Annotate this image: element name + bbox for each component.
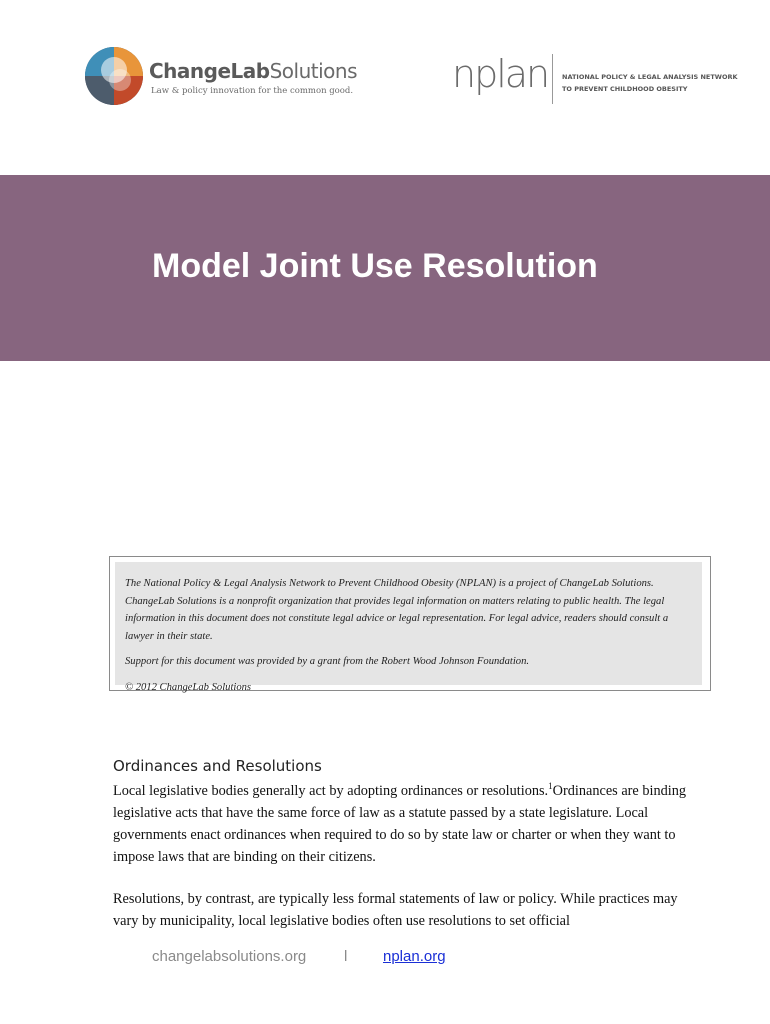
disclaimer-text: The National Policy & Legal Analysis Network to Prevent Childhood Obesity (NPLAN) is a project of ChangeLab Solutions. ChangeLab Solutions is a nonprofit organization that provides legal information on matters relating to public health. The legal information in this document does not constitute legal advice or legal representation. For legal advice, readers should consult a lawyer in their state. [125, 578, 669, 642]
nplan-wordmark: nplan [452, 52, 549, 96]
paragraph-text-b: Ordinances are binding legislative acts that have the same force of law as a statute passed by a state legislature. Local governments enact ordinances when required to do so by state law or charter or when they want to impose laws that are binding on their citizens. [113, 783, 687, 865]
logo-divider [552, 54, 553, 104]
paragraph-text-a: Local legislative bodies generally act by adopting ordinances or resolutions. [113, 783, 549, 799]
footer-separator: l [344, 948, 348, 965]
wordmark-part-a: ChangeLab [149, 59, 270, 83]
wordmark-part-b: Solutions [269, 59, 357, 83]
disclaimer-frame [109, 556, 711, 691]
body-paragraph [113, 780, 703, 868]
page-title: Model Joint Use Resolution [152, 247, 598, 285]
nplan-fullname-line1: NATIONAL POLICY & LEGAL ANALYSIS NETWORK [562, 73, 738, 81]
scrollbar[interactable] [702, 557, 710, 690]
body-paragraph: Resolutions, by contrast, are typically less formal statements of law or policy. While practices may vary by municipality, local legislative bodies often use resolutions to set official [113, 891, 678, 929]
changelab-tagline: Law & policy innovation for the common good. [151, 86, 354, 96]
footnote-marker[interactable]: 1 [548, 781, 553, 792]
page-footer [0, 948, 770, 970]
nplan-fullname-line2: TO PREVENT CHILDHOOD OBESITY [562, 85, 688, 93]
footer-nplan-link[interactable]: nplan.org [383, 948, 446, 965]
funding-note: Support for this document was provided by a grant from the Robert Wood Johnson Foundation. [125, 656, 530, 667]
section-heading: Ordinances and Resolutions [113, 757, 322, 775]
changelab-logo-icon [84, 46, 144, 106]
page-header [0, 0, 770, 175]
disclaimer-box[interactable] [115, 562, 702, 693]
changelab-wordmark [149, 59, 357, 83]
footer-site-link[interactable]: changelabsolutions.org [152, 948, 307, 965]
nplan-fullname [562, 71, 738, 95]
copyright-note: © 2012 ChangeLab Solutions [125, 681, 252, 693]
